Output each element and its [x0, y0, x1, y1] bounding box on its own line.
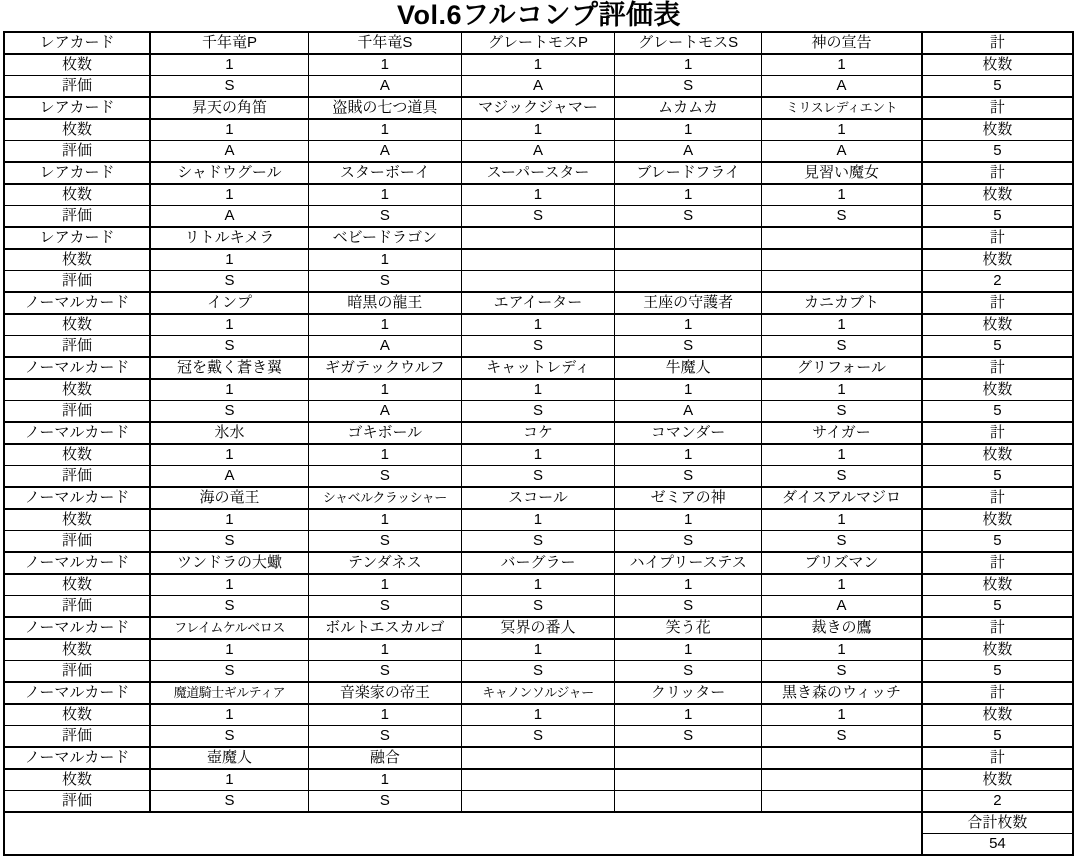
rating-row-label-cell: 評価	[4, 661, 150, 683]
group-total-cell: 2	[922, 791, 1073, 813]
card-name-cell	[461, 747, 614, 769]
count-cell: 1	[615, 639, 762, 661]
count-cell: 1	[615, 574, 762, 596]
card-name-cell: マジックジャマー	[461, 97, 614, 119]
card-name-cell: 氷水	[150, 422, 308, 444]
rating-cell: S	[308, 206, 461, 228]
count-row	[4, 184, 1073, 206]
count-cell	[762, 769, 922, 791]
count-cell	[615, 769, 762, 791]
count-cell: 1	[308, 54, 461, 76]
evaluation-table-body	[4, 32, 1073, 812]
rating-cell: S	[615, 206, 762, 228]
rating-cell: A	[308, 336, 461, 358]
total-count-label-cell: 枚数	[922, 444, 1073, 466]
card-name-cell: 黒き森のウィッチ	[762, 682, 922, 704]
rating-cell	[615, 271, 762, 293]
rating-row-label-cell: 評価	[4, 141, 150, 163]
count-cell: 1	[308, 704, 461, 726]
card-name-cell: 牛魔人	[615, 357, 762, 379]
card-name-cell	[762, 747, 922, 769]
count-cell: 1	[615, 704, 762, 726]
rating-cell: A	[762, 76, 922, 98]
rating-row-label-cell: 評価	[4, 76, 150, 98]
count-cell: 1	[461, 574, 614, 596]
group-header-row	[4, 32, 1073, 54]
card-name-cell: 暗黒の龍王	[308, 292, 461, 314]
rating-cell: A	[150, 206, 308, 228]
group-header-row	[4, 422, 1073, 444]
rating-cell: S	[461, 401, 614, 423]
rating-cell: S	[461, 596, 614, 618]
rating-cell: S	[150, 336, 308, 358]
rating-cell: S	[150, 726, 308, 748]
total-count-label-cell: 枚数	[922, 379, 1073, 401]
count-cell: 1	[308, 509, 461, 531]
group-header-row	[4, 617, 1073, 639]
card-name-cell: グリフォール	[762, 357, 922, 379]
card-name-cell: テンダネス	[308, 552, 461, 574]
count-cell: 1	[762, 184, 922, 206]
rating-cell: S	[308, 531, 461, 553]
rating-cell: A	[150, 141, 308, 163]
card-name-cell: 海の竜王	[150, 487, 308, 509]
count-cell	[762, 249, 922, 271]
rating-cell: A	[461, 76, 614, 98]
card-name-cell	[615, 227, 762, 249]
rating-cell: S	[461, 661, 614, 683]
category-cell: ノーマルカード	[4, 422, 150, 444]
count-cell	[461, 249, 614, 271]
card-name-cell: エアイーター	[461, 292, 614, 314]
rating-cell: S	[762, 206, 922, 228]
count-cell: 1	[461, 379, 614, 401]
group-header-row	[4, 97, 1073, 119]
card-name-cell: 裁きの鷹	[762, 617, 922, 639]
rating-row	[4, 531, 1073, 553]
rating-cell: S	[150, 596, 308, 618]
rating-cell	[615, 791, 762, 813]
rating-cell: A	[150, 466, 308, 488]
count-cell: 1	[150, 314, 308, 336]
count-cell: 1	[615, 184, 762, 206]
count-cell: 1	[150, 444, 308, 466]
group-total-cell: 5	[922, 206, 1073, 228]
count-cell: 1	[150, 769, 308, 791]
group-header-row	[4, 357, 1073, 379]
count-cell: 1	[150, 704, 308, 726]
rating-cell: S	[150, 531, 308, 553]
card-name-cell: ブレードフライ	[615, 162, 762, 184]
group-header-row	[4, 292, 1073, 314]
card-name-cell: バーグラー	[461, 552, 614, 574]
count-cell: 1	[762, 54, 922, 76]
rating-cell: S	[762, 466, 922, 488]
rating-row-label-cell: 評価	[4, 791, 150, 813]
count-cell: 1	[461, 54, 614, 76]
total-count-label-cell: 枚数	[922, 314, 1073, 336]
rating-cell: A	[615, 401, 762, 423]
group-header-row	[4, 162, 1073, 184]
rating-cell: S	[308, 271, 461, 293]
count-row-label-cell: 枚数	[4, 184, 150, 206]
count-row-label-cell: 枚数	[4, 639, 150, 661]
card-name-cell: 昇天の角笛	[150, 97, 308, 119]
card-name-cell: 見習い魔女	[762, 162, 922, 184]
total-header-cell: 計	[922, 32, 1073, 54]
card-name-cell: ボルトエスカルゴ	[308, 617, 461, 639]
card-name-cell	[461, 227, 614, 249]
group-total-cell: 5	[922, 661, 1073, 683]
rating-cell: S	[461, 531, 614, 553]
count-cell: 1	[461, 704, 614, 726]
count-cell: 1	[762, 119, 922, 141]
group-total-cell: 2	[922, 271, 1073, 293]
group-total-cell: 5	[922, 76, 1073, 98]
evaluation-table	[3, 31, 1074, 856]
count-cell: 1	[150, 54, 308, 76]
rating-row-label-cell: 評価	[4, 596, 150, 618]
rating-cell: S	[308, 596, 461, 618]
rating-row	[4, 401, 1073, 423]
category-cell: ノーマルカード	[4, 747, 150, 769]
count-row-label-cell: 枚数	[4, 704, 150, 726]
rating-cell: S	[762, 531, 922, 553]
count-cell: 1	[150, 639, 308, 661]
card-name-cell: キャットレディ	[461, 357, 614, 379]
total-header-cell: 計	[922, 487, 1073, 509]
card-name-cell: 千年竜S	[308, 32, 461, 54]
count-cell: 1	[615, 509, 762, 531]
rating-cell: A	[308, 141, 461, 163]
rating-cell: S	[308, 466, 461, 488]
total-header-cell: 計	[922, 357, 1073, 379]
rating-cell: A	[762, 141, 922, 163]
count-row	[4, 639, 1073, 661]
count-row-label-cell: 枚数	[4, 54, 150, 76]
group-total-cell: 5	[922, 726, 1073, 748]
count-cell: 1	[461, 444, 614, 466]
count-cell: 1	[308, 119, 461, 141]
rating-cell: S	[762, 336, 922, 358]
total-header-cell: 計	[922, 227, 1073, 249]
card-name-cell: フレイムケルベロス	[150, 617, 308, 639]
card-name-cell: 王座の守護者	[615, 292, 762, 314]
card-name-cell: ゴキボール	[308, 422, 461, 444]
total-count-label-cell: 枚数	[922, 509, 1073, 531]
card-name-cell: 音楽家の帝王	[308, 682, 461, 704]
card-name-cell: ブリズマン	[762, 552, 922, 574]
page-title: Vol.6フルコンプ評価表	[397, 0, 681, 30]
rating-row-label-cell: 評価	[4, 531, 150, 553]
rating-cell: S	[615, 596, 762, 618]
card-name-cell: ツンドラの大蠍	[150, 552, 308, 574]
count-cell: 1	[150, 249, 308, 271]
total-count-label-cell: 枚数	[922, 54, 1073, 76]
count-cell: 1	[615, 379, 762, 401]
total-header-cell: 計	[922, 292, 1073, 314]
count-cell: 1	[762, 574, 922, 596]
count-row-label-cell: 枚数	[4, 574, 150, 596]
count-cell: 1	[308, 444, 461, 466]
card-name-cell: 融合	[308, 747, 461, 769]
rating-row	[4, 336, 1073, 358]
rating-cell: A	[461, 141, 614, 163]
count-cell: 1	[150, 119, 308, 141]
count-row-label-cell: 枚数	[4, 769, 150, 791]
category-cell: レアカード	[4, 162, 150, 184]
rating-cell: S	[615, 336, 762, 358]
rating-row	[4, 141, 1073, 163]
count-cell: 1	[150, 379, 308, 401]
card-name-cell: グレートモスP	[461, 32, 614, 54]
rating-cell: S	[615, 466, 762, 488]
count-cell: 1	[461, 184, 614, 206]
count-row-label-cell: 枚数	[4, 119, 150, 141]
card-name-cell: ゼミアの神	[615, 487, 762, 509]
count-cell: 1	[762, 509, 922, 531]
card-name-cell: ダイスアルマジロ	[762, 487, 922, 509]
rating-cell: A	[615, 141, 762, 163]
count-cell: 1	[615, 444, 762, 466]
rating-row-label-cell: 評価	[4, 271, 150, 293]
category-cell: レアカード	[4, 227, 150, 249]
category-cell: ノーマルカード	[4, 292, 150, 314]
rating-cell: A	[308, 76, 461, 98]
total-header-cell: 計	[922, 747, 1073, 769]
total-header-cell: 計	[922, 422, 1073, 444]
group-header-row	[4, 682, 1073, 704]
category-cell: ノーマルカード	[4, 357, 150, 379]
card-name-cell: ムカムカ	[615, 97, 762, 119]
count-cell	[461, 769, 614, 791]
card-name-cell: 笑う花	[615, 617, 762, 639]
card-name-cell: ベビードラゴン	[308, 227, 461, 249]
rating-cell: S	[762, 401, 922, 423]
group-total-cell: 5	[922, 141, 1073, 163]
count-cell: 1	[461, 314, 614, 336]
count-cell: 1	[762, 379, 922, 401]
card-name-cell: 冥界の番人	[461, 617, 614, 639]
group-header-row	[4, 227, 1073, 249]
rating-cell	[762, 791, 922, 813]
count-cell: 1	[762, 314, 922, 336]
rating-cell: S	[615, 726, 762, 748]
count-row-label-cell: 枚数	[4, 379, 150, 401]
card-name-cell: キャノンソルジャー	[461, 682, 614, 704]
rating-cell: S	[150, 791, 308, 813]
rating-cell: A	[762, 596, 922, 618]
rating-cell: S	[308, 661, 461, 683]
rating-row-label-cell: 評価	[4, 726, 150, 748]
grand-total-label-cell: 合計枚数	[922, 812, 1073, 834]
rating-cell	[461, 791, 614, 813]
count-cell: 1	[308, 769, 461, 791]
count-row-label-cell: 枚数	[4, 249, 150, 271]
rating-cell: A	[308, 401, 461, 423]
count-row	[4, 444, 1073, 466]
group-total-cell: 5	[922, 596, 1073, 618]
group-total-cell: 5	[922, 336, 1073, 358]
rating-row	[4, 466, 1073, 488]
rating-row	[4, 596, 1073, 618]
rating-row	[4, 76, 1073, 98]
rating-cell: S	[461, 206, 614, 228]
card-name-cell: 千年竜P	[150, 32, 308, 54]
rating-row-label-cell: 評価	[4, 336, 150, 358]
rating-cell: S	[150, 661, 308, 683]
count-row	[4, 119, 1073, 141]
total-count-label-cell: 枚数	[922, 119, 1073, 141]
count-cell: 1	[308, 639, 461, 661]
category-cell: レアカード	[4, 32, 150, 54]
card-name-cell: 盗賊の七つ道具	[308, 97, 461, 119]
rating-cell	[461, 271, 614, 293]
card-name-cell: サイガー	[762, 422, 922, 444]
rating-cell	[762, 271, 922, 293]
count-row	[4, 379, 1073, 401]
group-total-cell: 5	[922, 401, 1073, 423]
count-row	[4, 704, 1073, 726]
count-cell: 1	[150, 509, 308, 531]
rating-row-label-cell: 評価	[4, 466, 150, 488]
rating-cell: S	[461, 726, 614, 748]
card-name-cell: ギガテックウルフ	[308, 357, 461, 379]
rating-cell: S	[308, 726, 461, 748]
rating-cell: S	[150, 76, 308, 98]
total-count-label-cell: 枚数	[922, 184, 1073, 206]
rating-cell: S	[615, 76, 762, 98]
count-cell: 1	[308, 379, 461, 401]
total-count-label-cell: 枚数	[922, 704, 1073, 726]
count-cell: 1	[308, 184, 461, 206]
count-row	[4, 314, 1073, 336]
rating-row	[4, 726, 1073, 748]
count-cell: 1	[461, 119, 614, 141]
total-count-label-cell: 枚数	[922, 574, 1073, 596]
rating-row-label-cell: 評価	[4, 401, 150, 423]
total-header-cell: 計	[922, 97, 1073, 119]
total-header-cell: 計	[922, 617, 1073, 639]
count-cell: 1	[308, 314, 461, 336]
count-cell: 1	[615, 54, 762, 76]
card-name-cell: コマンダー	[615, 422, 762, 444]
card-name-cell: 魔道騎士ギルティア	[150, 682, 308, 704]
count-cell: 1	[461, 639, 614, 661]
evaluation-table-footer	[4, 812, 1073, 855]
rating-row	[4, 661, 1073, 683]
card-name-cell: スターボーイ	[308, 162, 461, 184]
rating-cell: S	[308, 791, 461, 813]
group-header-row	[4, 552, 1073, 574]
grand-total-value-cell: 54	[922, 834, 1073, 856]
rating-row	[4, 206, 1073, 228]
rating-cell: S	[615, 531, 762, 553]
card-name-cell: ハイプリーステス	[615, 552, 762, 574]
rating-row	[4, 271, 1073, 293]
card-name-cell: カニカブト	[762, 292, 922, 314]
category-cell: ノーマルカード	[4, 552, 150, 574]
card-name-cell: 壺魔人	[150, 747, 308, 769]
rating-cell: S	[461, 336, 614, 358]
rating-cell: S	[150, 271, 308, 293]
rating-cell: S	[150, 401, 308, 423]
card-name-cell: リトルキメラ	[150, 227, 308, 249]
rating-cell: S	[762, 661, 922, 683]
count-cell: 1	[615, 119, 762, 141]
count-cell: 1	[150, 574, 308, 596]
card-name-cell: クリッター	[615, 682, 762, 704]
card-name-cell: グレートモスS	[615, 32, 762, 54]
card-name-cell: ミリスレディエント	[762, 97, 922, 119]
card-name-cell: シャドウグール	[150, 162, 308, 184]
count-cell: 1	[461, 509, 614, 531]
card-name-cell: シャベルクラッシャー	[308, 487, 461, 509]
count-row	[4, 769, 1073, 791]
count-cell	[615, 249, 762, 271]
category-cell: ノーマルカード	[4, 682, 150, 704]
count-cell: 1	[308, 574, 461, 596]
group-header-row	[4, 487, 1073, 509]
count-row	[4, 574, 1073, 596]
group-total-cell: 5	[922, 531, 1073, 553]
count-cell: 1	[308, 249, 461, 271]
total-count-label-cell: 枚数	[922, 249, 1073, 271]
total-count-label-cell: 枚数	[922, 639, 1073, 661]
rating-cell: S	[461, 466, 614, 488]
total-header-cell: 計	[922, 682, 1073, 704]
card-name-cell: スーパースター	[461, 162, 614, 184]
category-cell: ノーマルカード	[4, 487, 150, 509]
count-cell: 1	[762, 639, 922, 661]
total-count-label-cell: 枚数	[922, 769, 1073, 791]
count-cell: 1	[615, 314, 762, 336]
card-name-cell: 冠を戴く蒼き翼	[150, 357, 308, 379]
card-name-cell: 神の宣告	[762, 32, 922, 54]
count-row	[4, 249, 1073, 271]
count-cell: 1	[762, 444, 922, 466]
card-name-cell	[762, 227, 922, 249]
category-cell: ノーマルカード	[4, 617, 150, 639]
footer-row-label	[4, 812, 1073, 834]
rating-cell: S	[615, 661, 762, 683]
rating-row	[4, 791, 1073, 813]
rating-cell: S	[762, 726, 922, 748]
count-row	[4, 509, 1073, 531]
total-header-cell: 計	[922, 162, 1073, 184]
card-name-cell	[615, 747, 762, 769]
group-header-row	[4, 747, 1073, 769]
count-row-label-cell: 枚数	[4, 314, 150, 336]
count-row	[4, 54, 1073, 76]
card-name-cell: コケ	[461, 422, 614, 444]
count-row-label-cell: 枚数	[4, 509, 150, 531]
total-header-cell: 計	[922, 552, 1073, 574]
footer-empty-cell	[4, 812, 922, 855]
card-name-cell: スコール	[461, 487, 614, 509]
rating-row-label-cell: 評価	[4, 206, 150, 228]
count-row-label-cell: 枚数	[4, 444, 150, 466]
card-name-cell: インプ	[150, 292, 308, 314]
count-cell: 1	[150, 184, 308, 206]
category-cell: レアカード	[4, 97, 150, 119]
group-total-cell: 5	[922, 466, 1073, 488]
count-cell: 1	[762, 704, 922, 726]
